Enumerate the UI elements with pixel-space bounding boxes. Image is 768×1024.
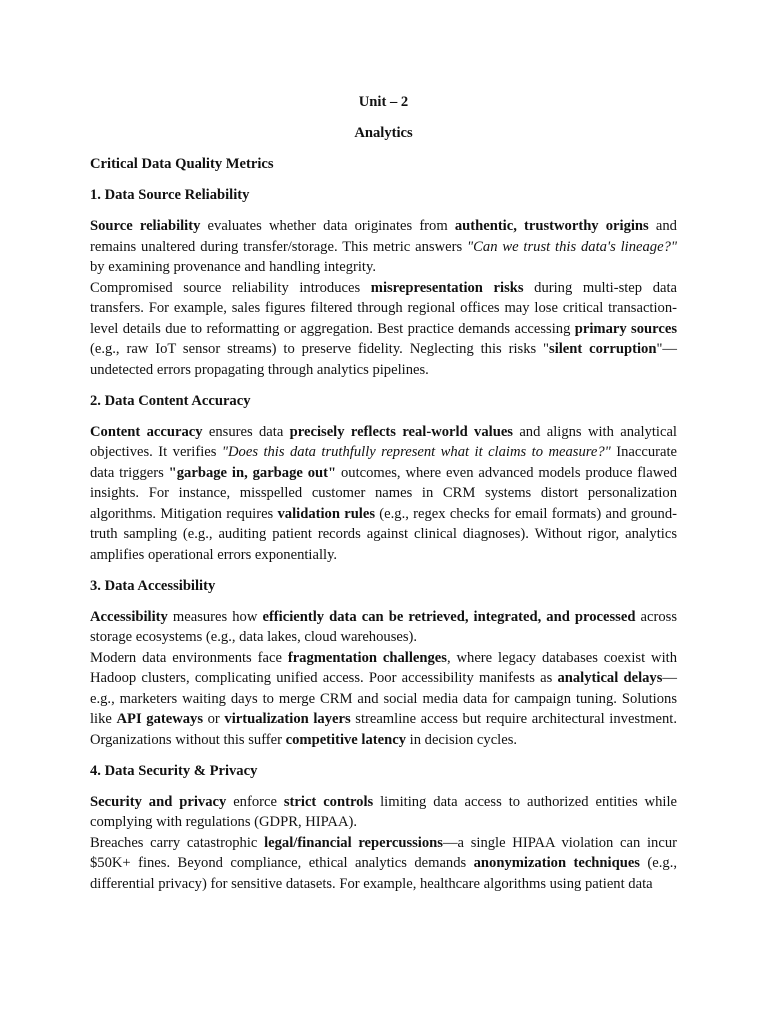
paragraph: Breaches carry catastrophic legal/financial repercussions—a single HIPAA violation can incur $50K+ fines. Beyond compliance, ethical analytics demands anonymization techniques (e.g., differential privacy) for sensitive datasets. For example, healthcare algorithms using patient data — [90, 834, 677, 892]
bold-term: legal/financial repercussions — [264, 834, 443, 851]
bold-term: efficiently data can be retrieved, integrated, and processed — [262, 608, 636, 625]
section-body-accessibility — [90, 607, 677, 751]
bold-term: silent corruption — [549, 341, 657, 357]
bold-term: misrepresentation risks — [370, 279, 524, 296]
bold-term: analytical delays — [557, 670, 663, 686]
paragraph: Accessibility measures how efficiently data can be retrieved, integrated, and processed across storage ecosystems (e.g., data lakes, cloud warehouses). — [90, 608, 677, 645]
italic-question: "Can we trust this data's lineage?" — [467, 238, 677, 255]
paragraph: Security and privacy enforce strict controls limiting data access to authorized entities while complying with regulations (GDPR, HIPAA). — [90, 793, 677, 830]
bold-term: Content accuracy — [90, 423, 203, 440]
bold-term: API gateways — [116, 711, 204, 727]
section-heading-source-reliability: 1. Data Source Reliability — [90, 187, 250, 203]
section-heading-security-privacy: 4. Data Security & Privacy — [90, 762, 258, 779]
bold-term: Security and privacy — [90, 793, 227, 810]
bold-term: fragmentation challenges — [287, 649, 447, 666]
section-body-content-accuracy — [90, 422, 677, 566]
bold-term: Source reliability — [90, 218, 201, 234]
unit-title: Unit – 2 — [358, 94, 409, 110]
subject-title: Analytics — [354, 125, 413, 141]
bold-term: competitive latency — [285, 731, 406, 748]
paragraph: Source reliability evaluates whether data originates from authentic, trustworthy origins and remains unaltered during transfer/storage. This metric answers "Can we trust this data's lineage?" by examining provenance and handling integrity. — [90, 218, 677, 275]
italic-question: "Does this data truthfully represent what it claims to measure?" — [221, 444, 611, 460]
paragraph: Content accuracy ensures data precisely reflects real-world values and aligns with analytical objectives. It verifies "Does this data truthfully represent what it claims to measure?" Inaccurate data triggers "garbage in, garbage out" outcomes, where even advanced models produce flawed insights. For instance, misspelled customer names in CRM systems distort personalization algorithms. Mitigation requires validation rules (e.g., regex checks for email formats) and ground-truth sampling (e.g., auditing patient records against clinical diagnoses). Without rigor, analytics amplifies operational errors exponentially. — [90, 423, 678, 563]
section-heading-accessibility: 3. Data Accessibility — [90, 577, 216, 594]
section-body-source-reliability — [90, 216, 677, 380]
bold-term: authentic, trustworthy origins — [454, 218, 649, 234]
bold-term: virtualization layers — [224, 711, 351, 727]
bold-term: "garbage in, garbage out" — [168, 464, 337, 481]
paragraph: Compromised source reliability introduces misrepresentation risks during multi-step data transfers. For example, sales figures filtered through regional offices may lose critical transaction-level details due to reformatting or aggregation. Best practice demands accessing primary sources (e.g., raw IoT sensor streams) to preserve fidelity. Neglecting this risks "silent corruption"—undetected errors propagating through analytics pipelines. — [90, 279, 677, 378]
bold-term: anonymization techniques — [473, 855, 640, 871]
section-heading-content-accuracy: 2. Data Content Accuracy — [90, 392, 251, 409]
bold-term: Accessibility — [90, 608, 168, 625]
paragraph: Modern data environments face fragmentation challenges, where legacy databases coexist with Hadoop clusters, complicating unified access. Poor accessibility manifests as analytical delays—e.g., marketers waiting days to merge CRM and social media data for campaign tuning. Solutions like API gateways or virtualization layers streamline access but require architectural investment. Organizations without this suffer competitive latency in decision cycles. — [90, 649, 677, 748]
bold-term: validation rules — [277, 505, 376, 522]
bold-term: strict controls — [283, 793, 374, 810]
section-body-security-privacy — [90, 792, 677, 895]
bold-term: precisely reflects real-world values — [289, 423, 513, 440]
bold-term: primary sources — [574, 320, 677, 337]
document-page — [90, 92, 677, 905]
main-heading: Critical Data Quality Metrics — [90, 156, 274, 172]
